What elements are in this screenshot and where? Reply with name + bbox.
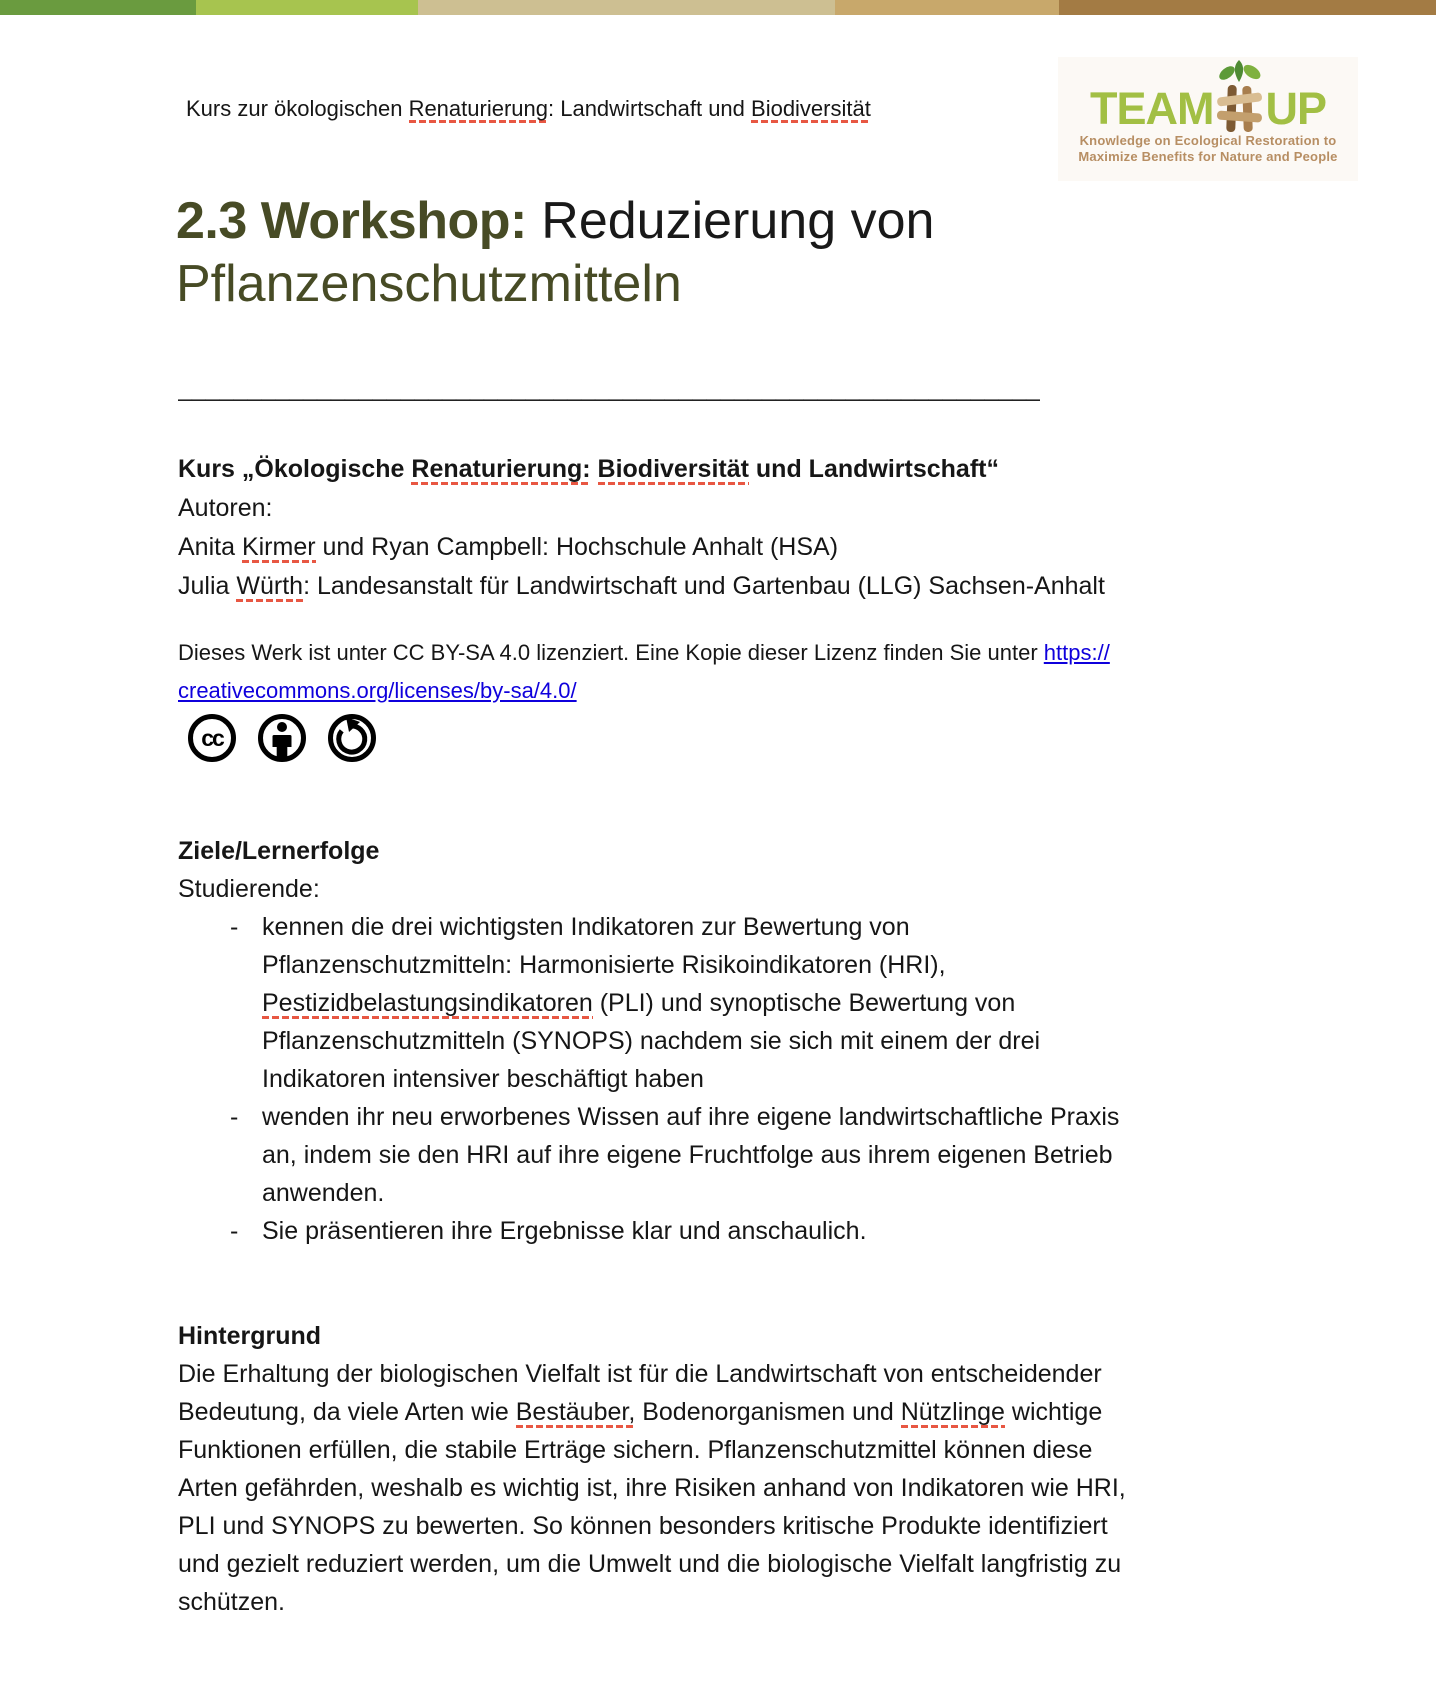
- text-segment: Kurs „Ökologische: [178, 455, 412, 483]
- color-stripe: [196, 0, 418, 15]
- text-line: [262, 1098, 1298, 1136]
- divider-line: ______________________________________________________________: [178, 374, 1040, 402]
- text-segment: Autoren:: [178, 494, 273, 522]
- color-stripe: [0, 0, 196, 15]
- text-line: [178, 672, 1110, 710]
- color-stripe: [1059, 0, 1436, 15]
- stick-horizontal-bottom: [1217, 110, 1263, 122]
- misspelled-word: Würth: [236, 572, 304, 600]
- course-authors-block: [178, 450, 1105, 606]
- goals-intro: Studierende:: [178, 875, 320, 903]
- text-segment: Pflanzenschutzmitteln: [176, 255, 682, 313]
- text-segment: 2.3 Workshop:: [176, 192, 527, 250]
- text-segment: : Landesanstalt für Landwirtschaft und Gartenbau (LLG) Sachsen-Anhalt: [303, 572, 1105, 600]
- text-line: [178, 634, 1110, 672]
- goal-item: [178, 1098, 1298, 1212]
- text-segment: und Ryan Campbell: Hochschule Anhalt (HSA): [315, 533, 839, 561]
- text-segment: anwenden.: [262, 1179, 385, 1207]
- text-line: [178, 1469, 1298, 1507]
- text-segment: Anita: [178, 533, 242, 561]
- color-stripe: [418, 0, 835, 15]
- cc-icon: [186, 712, 238, 764]
- stick-horizontal-top: [1217, 92, 1263, 106]
- text-line: [178, 528, 1105, 567]
- license-link[interactable]: creativecommons.org/licenses/by-sa/4.0/: [178, 678, 577, 703]
- text-segment: und Landwirtschaft“: [748, 455, 999, 483]
- text-segment: Funktionen erfüllen, die stabile Erträge sichern. Pflanzenschutzmittel können diese: [178, 1436, 1093, 1464]
- background-section: [178, 1317, 1298, 1621]
- text-segment: Pflanzenschutzmitteln: Harmonisierte Risikoindikatoren (HRI),: [262, 951, 946, 979]
- text-segment: wenden ihr neu erworbenes Wissen auf ihre eigene landwirtschaftliche Praxis: [262, 1103, 1120, 1131]
- text-segment: (PLI) und synoptische Bewertung von: [592, 989, 1016, 1017]
- text-line: [178, 1545, 1298, 1583]
- misspelled-word: Bestäuber,: [515, 1398, 636, 1426]
- misspelled-word: Kirmer: [241, 533, 316, 561]
- text-segment: Bedeutung, da viele Arten wie: [178, 1398, 516, 1426]
- decorative-color-bar: [0, 0, 1436, 15]
- document-header: [186, 94, 871, 124]
- goal-item: [178, 1212, 1298, 1250]
- bullet-dash: -: [230, 1103, 239, 1131]
- bullet-dash: -: [230, 1217, 239, 1245]
- attribution-icon: [256, 712, 308, 764]
- text-segment: Julia: [178, 572, 237, 600]
- license-icons: [186, 712, 378, 764]
- goals-section: [178, 832, 1298, 1250]
- text-line: [262, 984, 1298, 1022]
- text-segment: kennen die drei wichtigsten Indikatoren zur Bewertung von: [262, 913, 910, 941]
- goals-list: [178, 908, 1298, 1250]
- text-segment: wichtige: [1004, 1398, 1103, 1426]
- text-line: [178, 1355, 1298, 1393]
- text-line: [178, 567, 1105, 606]
- logo-tagline-line1: Knowledge on Ecological Restoration to: [1079, 133, 1337, 148]
- goal-item: [178, 908, 1298, 1098]
- text-segment: : Landwirtschaft und: [548, 96, 752, 121]
- text-line: [178, 1431, 1298, 1469]
- text-line: [262, 1174, 1298, 1212]
- color-stripe: [835, 0, 1059, 15]
- text-segment: Arten gefährden, weshalb es wichtig ist, ihre Risiken anhand von Indikatoren wie HRI,: [178, 1474, 1126, 1502]
- text-line: [178, 489, 1105, 528]
- license-link[interactable]: https://: [1043, 640, 1110, 665]
- text-line: [178, 1507, 1298, 1545]
- share-alike-icon: [326, 712, 378, 764]
- misspelled-word: Nützlinge: [900, 1398, 1005, 1426]
- goals-heading: Ziele/Lernerfolge: [178, 837, 380, 865]
- text-segment: Bodenorganismen und: [635, 1398, 901, 1426]
- logo-tagline-line2: Maximize Benefits for Nature and People: [1078, 148, 1338, 164]
- text-segment: [591, 455, 598, 483]
- text-line: [262, 1060, 1298, 1098]
- teamup-logo: [1058, 57, 1358, 181]
- text-segment: Kurs zur ökologischen: [186, 96, 409, 121]
- text-line: [262, 1212, 1298, 1250]
- bullet-dash: -: [230, 913, 239, 941]
- text-line: [178, 1583, 1298, 1621]
- misspelled-word: Pestizidbelastungsindikatoren: [262, 989, 593, 1017]
- text-segment: und gezielt reduziert werden, um die Umwelt und die biologische Vielfalt langfristig zu: [178, 1550, 1122, 1578]
- text-segment: PLI und SYNOPS zu bewerten. So können besonders kritische Produkte identifiziert: [178, 1512, 1108, 1540]
- stick-vertical-right: [1243, 86, 1254, 132]
- logo-wordmark: [1090, 57, 1326, 133]
- logo-team-text: TEAM: [1089, 83, 1214, 134]
- background-heading: Hintergrund: [178, 1322, 322, 1350]
- text-segment: Reduzierung von: [526, 192, 935, 250]
- misspelled-word: Biodiversität: [751, 96, 871, 121]
- text-line: [262, 1136, 1298, 1174]
- page-title: [176, 190, 934, 316]
- svg-text:cc: cc: [201, 725, 223, 751]
- license-text: [178, 634, 1110, 710]
- text-line: [186, 94, 871, 124]
- text-line: [262, 908, 1298, 946]
- misspelled-word: Biodiversität: [597, 455, 749, 483]
- sticks-hashtag-leaves-icon: [1215, 59, 1263, 133]
- text-segment: Die Erhaltung der biologischen Vielfalt ist für die Landwirtschaft von entscheidender: [178, 1360, 1102, 1388]
- text-segment: Indikatoren intensiver beschäftigt haben: [262, 1065, 704, 1093]
- text-segment: Dieses Werk ist unter CC BY-SA 4.0 lizenziert. Eine Kopie dieser Lizenz finden Sie unter: [178, 640, 1044, 665]
- text-segment: Sie präsentieren ihre Ergebnisse klar und anschaulich.: [262, 1217, 867, 1245]
- misspelled-word: Renaturierung:: [411, 455, 591, 483]
- text-segment: schützen.: [178, 1588, 286, 1616]
- logo-up-text: UP: [1265, 83, 1326, 134]
- leaf-left: [1217, 64, 1237, 83]
- text-line: [262, 946, 1298, 984]
- text-line: [176, 190, 934, 253]
- text-segment: Pflanzenschutzmitteln (SYNOPS) nachdem sie sich mit einem der drei: [262, 1027, 1041, 1055]
- misspelled-word: Renaturierung: [408, 96, 548, 121]
- text-line: [178, 1393, 1298, 1431]
- text-line: [178, 450, 1105, 489]
- leaf-middle: [1235, 60, 1243, 82]
- leaf-right: [1242, 62, 1264, 82]
- background-paragraph: [178, 1355, 1298, 1621]
- stick-vertical-left: [1227, 85, 1238, 132]
- text-segment: an, indem sie den HRI auf ihre eigene Fruchtfolge aus ihrem eigenen Betrieb: [262, 1141, 1113, 1169]
- text-line: [262, 1022, 1298, 1060]
- text-line: [176, 253, 934, 316]
